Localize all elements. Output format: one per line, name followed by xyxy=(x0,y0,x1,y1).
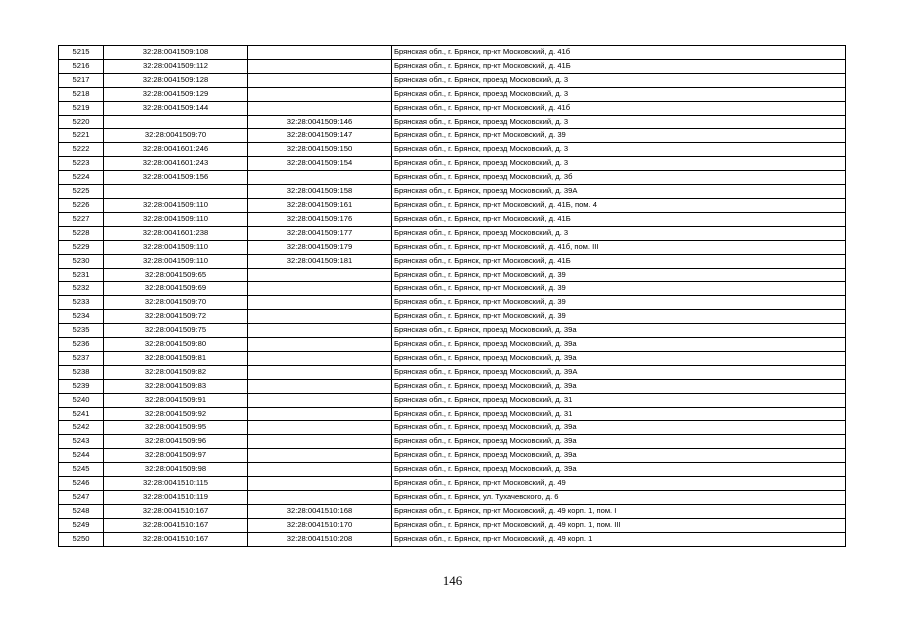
related-cadastral-number-cell xyxy=(248,310,392,324)
related-cadastral-number-cell: 32:28:0041510:170 xyxy=(248,518,392,532)
table-row xyxy=(59,477,846,491)
address-cell: Брянская обл., г. Брянск, пр-кт Московский, д. 41Б xyxy=(392,59,846,73)
cadastral-number-cell: 32:28:0041509:156 xyxy=(104,171,248,185)
cadastral-number-cell: 32:28:0041509:70 xyxy=(104,296,248,310)
related-cadastral-number-cell: 32:28:0041509:158 xyxy=(248,185,392,199)
related-cadastral-number-cell xyxy=(248,365,392,379)
row-number-cell: 5235 xyxy=(59,324,104,338)
related-cadastral-number-cell: 32:28:0041509:177 xyxy=(248,226,392,240)
table-row xyxy=(59,157,846,171)
table-row xyxy=(59,101,846,115)
row-number-cell: 5230 xyxy=(59,254,104,268)
address-cell: Брянская обл., г. Брянск, пр-кт Московский, д. 41Б, пом. 4 xyxy=(392,198,846,212)
table-row xyxy=(59,518,846,532)
row-number-cell: 5228 xyxy=(59,226,104,240)
address-cell: Брянская обл., г. Брянск, проезд Московский, д. 31 xyxy=(392,393,846,407)
row-number-cell: 5220 xyxy=(59,115,104,129)
row-number-cell: 5250 xyxy=(59,532,104,546)
table-row xyxy=(59,463,846,477)
address-cell: Брянская обл., г. Брянск, проезд Московский, д. 3 xyxy=(392,157,846,171)
table-row xyxy=(59,240,846,254)
related-cadastral-number-cell xyxy=(248,171,392,185)
cadastral-number-cell: 32:28:0041510:167 xyxy=(104,504,248,518)
row-number-cell: 5225 xyxy=(59,185,104,199)
address-cell: Брянская обл., г. Брянск, проезд Московский, д. 39а xyxy=(392,324,846,338)
row-number-cell: 5240 xyxy=(59,393,104,407)
row-number-cell: 5226 xyxy=(59,198,104,212)
address-cell: Брянская обл., г. Брянск, проезд Московский, д. 39А xyxy=(392,185,846,199)
row-number-cell: 5232 xyxy=(59,282,104,296)
address-cell: Брянская обл., г. Брянск, проезд Московский, д. 39А xyxy=(392,365,846,379)
address-cell: Брянская обл., г. Брянск, проезд Московский, д. 39а xyxy=(392,338,846,352)
related-cadastral-number-cell xyxy=(248,87,392,101)
page-number: 146 xyxy=(442,573,463,588)
row-number-cell: 5245 xyxy=(59,463,104,477)
row-number-cell: 5244 xyxy=(59,449,104,463)
cadastral-number-cell: 32:28:0041509:69 xyxy=(104,282,248,296)
related-cadastral-number-cell xyxy=(248,449,392,463)
related-cadastral-number-cell xyxy=(248,282,392,296)
cadastral-number-cell: 32:28:0041509:75 xyxy=(104,324,248,338)
row-number-cell: 5218 xyxy=(59,87,104,101)
address-cell: Брянская обл., г. Брянск, проезд Московский, д. 39а xyxy=(392,379,846,393)
related-cadastral-number-cell xyxy=(248,407,392,421)
cadastral-number-cell: 32:28:0041509:108 xyxy=(104,46,248,60)
cadastral-number-cell xyxy=(104,185,248,199)
related-cadastral-number-cell: 32:28:0041509:181 xyxy=(248,254,392,268)
row-number-cell: 5249 xyxy=(59,518,104,532)
row-number-cell: 5247 xyxy=(59,491,104,505)
related-cadastral-number-cell xyxy=(248,268,392,282)
row-number-cell: 5234 xyxy=(59,310,104,324)
table-row xyxy=(59,226,846,240)
table-row xyxy=(59,449,846,463)
related-cadastral-number-cell xyxy=(248,435,392,449)
address-cell: Брянская обл., г. Брянск, пр-кт Московский, д. 39 xyxy=(392,282,846,296)
related-cadastral-number-cell xyxy=(248,393,392,407)
table-row xyxy=(59,143,846,157)
cadastral-number-cell: 32:28:0041509:98 xyxy=(104,463,248,477)
cadastral-number-cell: 32:28:0041509:92 xyxy=(104,407,248,421)
cadastral-number-cell: 32:28:0041509:110 xyxy=(104,212,248,226)
address-cell: Брянская обл., г. Брянск, пр-кт Московский, д. 41б, пом. III xyxy=(392,240,846,254)
table-row xyxy=(59,115,846,129)
related-cadastral-number-cell: 32:28:0041509:154 xyxy=(248,157,392,171)
table-row xyxy=(59,171,846,185)
cadastral-number-cell: 32:28:0041509:91 xyxy=(104,393,248,407)
address-cell: Брянская обл., г. Брянск, пр-кт Московский, д. 49 корп. 1, пом. I xyxy=(392,504,846,518)
table-row xyxy=(59,212,846,226)
cadastral-number-cell: 32:28:0041509:95 xyxy=(104,421,248,435)
address-cell: Брянская обл., г. Брянск, проезд Московский, д. 39а xyxy=(392,351,846,365)
table-row xyxy=(59,491,846,505)
table-row xyxy=(59,379,846,393)
cadastral-number-cell: 32:28:0041601:246 xyxy=(104,143,248,157)
table-row xyxy=(59,393,846,407)
address-cell: Брянская обл., г. Брянск, пр-кт Московский, д. 39 xyxy=(392,296,846,310)
row-number-cell: 5216 xyxy=(59,59,104,73)
cadastral-number-cell: 32:28:0041601:243 xyxy=(104,157,248,171)
table-row xyxy=(59,198,846,212)
row-number-cell: 5224 xyxy=(59,171,104,185)
cadastral-number-cell: 32:28:0041601:238 xyxy=(104,226,248,240)
table-row xyxy=(59,351,846,365)
row-number-cell: 5229 xyxy=(59,240,104,254)
table-row xyxy=(59,268,846,282)
table-row xyxy=(59,324,846,338)
row-number-cell: 5227 xyxy=(59,212,104,226)
address-cell: Брянская обл., г. Брянск, пр-кт Московский, д. 41б xyxy=(392,101,846,115)
address-cell: Брянская обл., г. Брянск, пр-кт Московский, д. 41Б xyxy=(392,254,846,268)
table-row xyxy=(59,504,846,518)
address-cell: Брянская обл., г. Брянск, пр-кт Московский, д. 49 xyxy=(392,477,846,491)
related-cadastral-number-cell xyxy=(248,477,392,491)
related-cadastral-number-cell xyxy=(248,324,392,338)
table-row xyxy=(59,338,846,352)
related-cadastral-number-cell: 32:28:0041509:176 xyxy=(248,212,392,226)
row-number-cell: 5237 xyxy=(59,351,104,365)
table-row xyxy=(59,87,846,101)
row-number-cell: 5222 xyxy=(59,143,104,157)
row-number-cell: 5217 xyxy=(59,73,104,87)
address-cell: Брянская обл., г. Брянск, проезд Московский, д. 3 xyxy=(392,115,846,129)
cadastral-number-cell: 32:28:0041510:167 xyxy=(104,532,248,546)
related-cadastral-number-cell xyxy=(248,59,392,73)
row-number-cell: 5246 xyxy=(59,477,104,491)
address-cell: Брянская обл., г. Брянск, проезд Московский, д. 39а xyxy=(392,421,846,435)
table-row xyxy=(59,46,846,60)
address-cell: Брянская обл., г. Брянск, пр-кт Московский, д. 39 xyxy=(392,268,846,282)
related-cadastral-number-cell xyxy=(248,338,392,352)
cadastral-number-cell: 32:28:0041509:112 xyxy=(104,59,248,73)
row-number-cell: 5243 xyxy=(59,435,104,449)
table-row xyxy=(59,59,846,73)
address-cell: Брянская обл., г. Брянск, пр-кт Московский, д. 39 xyxy=(392,129,846,143)
address-cell: Брянская обл., г. Брянск, проезд Московский, д. 39а xyxy=(392,449,846,463)
row-number-cell: 5241 xyxy=(59,407,104,421)
cadastral-number-cell: 32:28:0041509:97 xyxy=(104,449,248,463)
related-cadastral-number-cell xyxy=(248,351,392,365)
cadastral-number-cell: 32:28:0041509:80 xyxy=(104,338,248,352)
table-row xyxy=(59,282,846,296)
table-row xyxy=(59,435,846,449)
address-cell: Брянская обл., г. Брянск, проезд Московский, д. 3б xyxy=(392,171,846,185)
related-cadastral-number-cell: 32:28:0041510:208 xyxy=(248,532,392,546)
row-number-cell: 5242 xyxy=(59,421,104,435)
cadastral-number-cell: 32:28:0041509:110 xyxy=(104,254,248,268)
related-cadastral-number-cell xyxy=(248,73,392,87)
related-cadastral-number-cell xyxy=(248,463,392,477)
address-cell: Брянская обл., г. Брянск, проезд Московский, д. 39а xyxy=(392,435,846,449)
address-cell: Брянская обл., г. Брянск, проезд Московский, д. 3 xyxy=(392,143,846,157)
related-cadastral-number-cell: 32:28:0041509:179 xyxy=(248,240,392,254)
row-number-cell: 5239 xyxy=(59,379,104,393)
registry-table-body xyxy=(59,46,846,547)
related-cadastral-number-cell xyxy=(248,491,392,505)
row-number-cell: 5248 xyxy=(59,504,104,518)
address-cell: Брянская обл., г. Брянск, проезд Московский, д. 3 xyxy=(392,87,846,101)
cadastral-number-cell: 32:28:0041509:129 xyxy=(104,87,248,101)
table-row xyxy=(59,185,846,199)
cadastral-number-cell: 32:28:0041509:81 xyxy=(104,351,248,365)
address-cell: Брянская обл., г. Брянск, проезд Московский, д. 31 xyxy=(392,407,846,421)
related-cadastral-number-cell xyxy=(248,379,392,393)
related-cadastral-number-cell xyxy=(248,101,392,115)
related-cadastral-number-cell: 32:28:0041509:147 xyxy=(248,129,392,143)
row-number-cell: 5223 xyxy=(59,157,104,171)
cadastral-number-cell: 32:28:0041509:65 xyxy=(104,268,248,282)
table-row xyxy=(59,73,846,87)
registry-table xyxy=(58,45,846,547)
table-row xyxy=(59,254,846,268)
cadastral-number-cell: 32:28:0041509:110 xyxy=(104,198,248,212)
cadastral-number-cell: 32:28:0041509:70 xyxy=(104,129,248,143)
row-number-cell: 5236 xyxy=(59,338,104,352)
related-cadastral-number-cell xyxy=(248,296,392,310)
cadastral-number-cell: 32:28:0041509:110 xyxy=(104,240,248,254)
related-cadastral-number-cell: 32:28:0041509:161 xyxy=(248,198,392,212)
address-cell: Брянская обл., г. Брянск, пр-кт Московский, д. 49 корп. 1 xyxy=(392,532,846,546)
cadastral-number-cell: 32:28:0041509:72 xyxy=(104,310,248,324)
address-cell: Брянская обл., г. Брянск, пр-кт Московский, д. 39 xyxy=(392,310,846,324)
row-number-cell: 5231 xyxy=(59,268,104,282)
table-row xyxy=(59,365,846,379)
cadastral-number-cell: 32:28:0041509:144 xyxy=(104,101,248,115)
cadastral-number-cell xyxy=(104,115,248,129)
related-cadastral-number-cell: 32:28:0041510:168 xyxy=(248,504,392,518)
row-number-cell: 5215 xyxy=(59,46,104,60)
cadastral-number-cell: 32:28:0041509:128 xyxy=(104,73,248,87)
related-cadastral-number-cell xyxy=(248,421,392,435)
address-cell: Брянская обл., г. Брянск, проезд Московский, д. 3 xyxy=(392,226,846,240)
related-cadastral-number-cell: 32:28:0041509:150 xyxy=(248,143,392,157)
cadastral-number-cell: 32:28:0041509:83 xyxy=(104,379,248,393)
address-cell: Брянская обл., г. Брянск, пр-кт Московский, д. 41б xyxy=(392,46,846,60)
table-row xyxy=(59,129,846,143)
address-cell: Брянская обл., г. Брянск, проезд Московский, д. 39а xyxy=(392,463,846,477)
table-row xyxy=(59,296,846,310)
row-number-cell: 5238 xyxy=(59,365,104,379)
related-cadastral-number-cell xyxy=(248,46,392,60)
address-cell: Брянская обл., г. Брянск, пр-кт Московский, д. 41Б xyxy=(392,212,846,226)
cadastral-number-cell: 32:28:0041510:119 xyxy=(104,491,248,505)
table-row xyxy=(59,407,846,421)
address-cell: Брянская обл., г. Брянск, ул. Тухачевского, д. 6 xyxy=(392,491,846,505)
cadastral-number-cell: 32:28:0041509:82 xyxy=(104,365,248,379)
table-row xyxy=(59,532,846,546)
related-cadastral-number-cell: 32:28:0041509:146 xyxy=(248,115,392,129)
table-row xyxy=(59,310,846,324)
address-cell: Брянская обл., г. Брянск, проезд Московский, д. 3 xyxy=(392,73,846,87)
address-cell: Брянская обл., г. Брянск, пр-кт Московский, д. 49 корп. 1, пом. III xyxy=(392,518,846,532)
cadastral-number-cell: 32:28:0041509:96 xyxy=(104,435,248,449)
cadastral-number-cell: 32:28:0041510:115 xyxy=(104,477,248,491)
table-row xyxy=(59,421,846,435)
row-number-cell: 5221 xyxy=(59,129,104,143)
row-number-cell: 5219 xyxy=(59,101,104,115)
cadastral-number-cell: 32:28:0041510:167 xyxy=(104,518,248,532)
row-number-cell: 5233 xyxy=(59,296,104,310)
